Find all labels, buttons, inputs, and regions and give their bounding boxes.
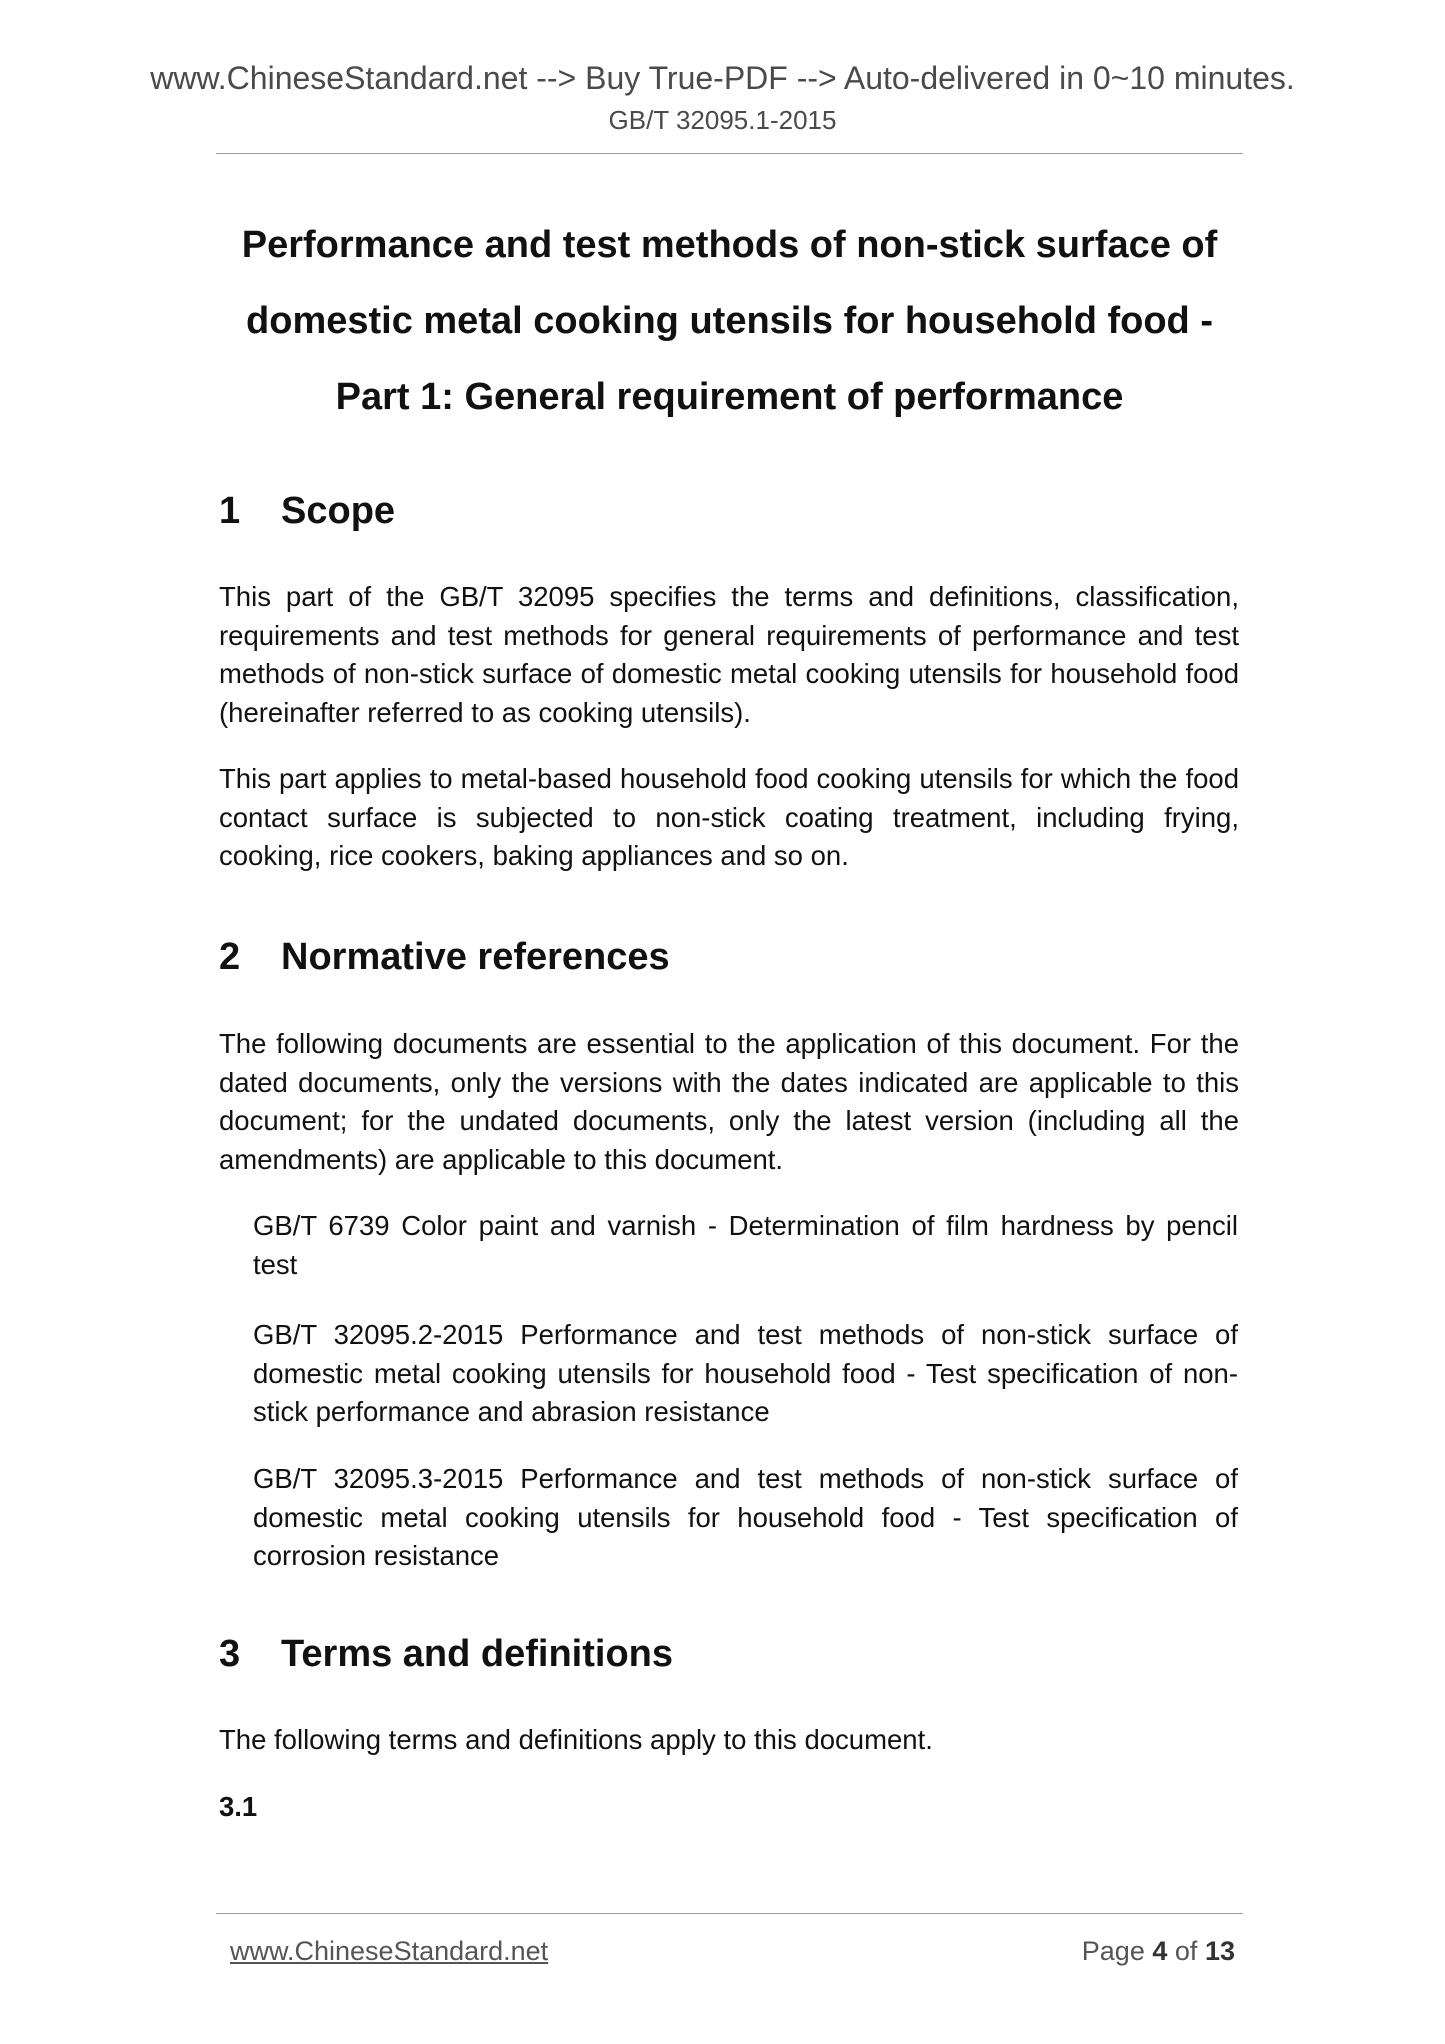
scope-paragraph-1: This part of the GB/T 32095 specifies the terms and definitions, classification, requirements and test methods for general requirements of performance and test methods of non-stick surface of domestic metal cooking utensils for household food (hereinafter referred to as cooking utensils). bbox=[219, 581, 1239, 728]
section-heading-scope bbox=[219, 487, 1239, 535]
page-of: of bbox=[1174, 1936, 1198, 1966]
section-number: 2 bbox=[219, 936, 241, 978]
reference-item: GB/T 32095.3-2015 Performance and test methods of non-stick surface of domestic metal cooking utensils for household food - Test specification of corrosion resistance bbox=[253, 1463, 1238, 1571]
scope-paragraph-2: This part applies to metal-based household food cooking utensils for which the food contact surface is subjected to non-stick coating treatment, including frying, cooking, rice cookers, baking appliances and so on. bbox=[219, 763, 1239, 871]
document-title bbox=[216, 207, 1243, 435]
section-number: 3 bbox=[219, 1633, 241, 1675]
current-page-number: 4 bbox=[1152, 1936, 1168, 1966]
page-prefix: Page bbox=[1081, 1936, 1145, 1966]
term-number: 3.1 bbox=[219, 1791, 258, 1822]
standard-code: GB/T 32095.1-2015 bbox=[608, 105, 837, 135]
section-title: Normative references bbox=[281, 936, 670, 978]
terms-paragraph-1: The following terms and definitions apply to this document. bbox=[219, 1724, 933, 1755]
title-line-3: Part 1: General requirement of performance bbox=[335, 376, 1124, 418]
page-indicator bbox=[1082, 1934, 1235, 1968]
reference-item: GB/T 32095.2-2015 Performance and test methods of non-stick surface of domestic metal cooking utensils for household food - Test specification of non-stick performance and abrasion resistance bbox=[253, 1319, 1238, 1427]
site-banner: www.ChineseStandard.net --> Buy True-PDF --> Auto-delivered in 0~10 minutes. bbox=[150, 60, 1295, 96]
section-title: Terms and definitions bbox=[281, 1633, 674, 1675]
header-divider bbox=[216, 153, 1243, 154]
total-page-count: 13 bbox=[1204, 1936, 1235, 1966]
section-number: 1 bbox=[219, 490, 241, 532]
normative-paragraph-1: The following documents are essential to the application of this document. For the dated documents, only the versions with the dates indicated are applicable to this document; for the undated documents, only the latest version (including all the amendments) are applicable to this document. bbox=[219, 1028, 1239, 1175]
section-heading-normative-references bbox=[219, 933, 1239, 981]
reference-item: GB/T 6739 Color paint and varnish - Determination of film hardness by pencil test bbox=[253, 1210, 1238, 1280]
section-heading-terms-definitions bbox=[219, 1630, 1239, 1678]
footer-site-link[interactable]: www.ChineseStandard.net bbox=[230, 1936, 549, 1966]
footer-divider bbox=[216, 1913, 1243, 1914]
section-title: Scope bbox=[281, 490, 396, 532]
title-line-1: Performance and test methods of non-stick surface of bbox=[241, 224, 1218, 266]
title-line-2: domestic metal cooking utensils for household food - bbox=[246, 300, 1213, 342]
